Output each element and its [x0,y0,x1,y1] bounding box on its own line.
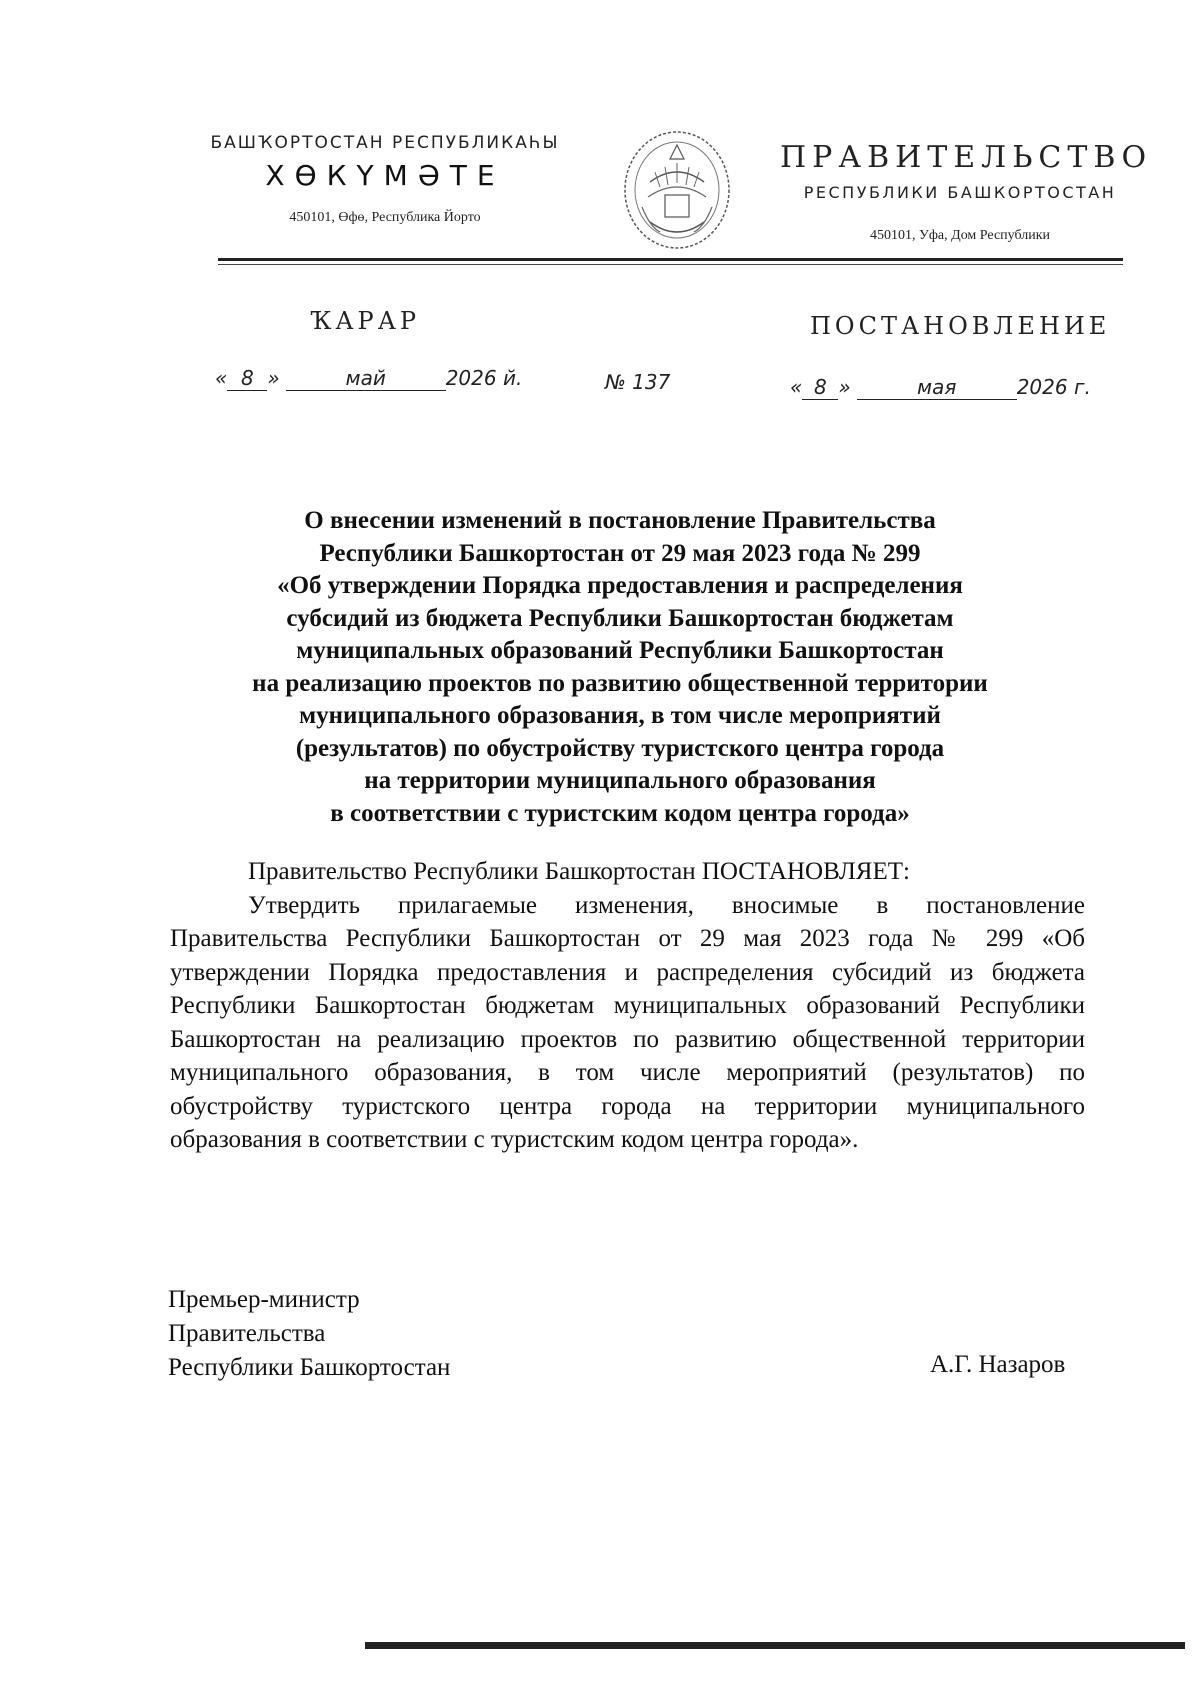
date-right-month: мая [857,375,1017,400]
body-paragraph: Утвердить прилагаемые изменения, вносимые в постановление Правительства Республики Башкортостан от 29 мая 2023 года № 299 «Об утверждении Порядка предоставления и распределения субсидий из бюджета Республики Башкортостан бюджетам муниципальных образований Республики Башкортостан на реализацию проектов по развитию общественной территории муниципального образования, в том числе мероприятий (результатов) по обустройству туристского центра города на территории муниципального образования в соответствии с туристским кодом центра города». [170,891,1085,1153]
header-left-republic: БАШҠОРТОСТАН РЕСПУБЛИКАҺЫ [210,133,560,153]
title-line: субсидий из бюджета Республики Башкортостан бюджетам [286,604,954,632]
header-divider [218,258,1123,261]
title-line: в соответствии с туристским кодом центра города» [330,799,910,827]
date-left-day: 8 [227,366,267,391]
coat-of-arms-icon [620,127,735,252]
signature-position-line: Республики Башкортостан [168,1354,451,1381]
date-right: « 8 » мая 2026 г. [790,375,1091,399]
title-line: на территории муниципального образования [364,767,876,794]
date-left-month: май [286,366,446,391]
title-line: (результатов) по обустройству туристского центра города [295,734,945,762]
title-line: муниципальных образований Республики Башкортостан [296,637,944,664]
signature-name: А.Г. Назаров [930,1351,1066,1378]
bottom-rule [365,1642,1185,1649]
date-right-year: 2026 г. [1016,375,1091,399]
title-line: муниципального образования, в том числе мероприятий [299,702,941,729]
date-left-year: 2026 й. [445,366,523,390]
body-intro: Правительство Республики Башкортостан ПОСТАНОВЛЯЕТ: [248,858,910,885]
date-left: « 8 » май 2026 й. [215,366,523,390]
header-right-republic: РЕСПУБЛИКИ БАШКОРТОСТАН [803,183,1117,202]
signature-position-line: Правительства [168,1320,326,1347]
title-line: О внесении изменений в постановление Правительства [304,507,936,534]
document-number: № 137 [605,370,671,394]
title-line: «Об утверждении Порядка предоставления и распределения [277,572,963,599]
document-body [170,855,1085,1157]
title-line: на реализацию проектов по развитию общественной территории [252,669,988,697]
header-right-government: ПРАВИТЕЛЬСТВО [780,140,1153,175]
signature-position-line: Премьер-министр [168,1286,360,1313]
date-right-day: 8 [802,375,838,400]
document-title [180,505,1060,830]
title-line: Республики Башкортостан от 29 мая 2023 года № 299 [319,539,921,567]
doc-type-left: ҠАРАР [310,307,421,335]
header-right [780,140,1153,244]
header-right-address: 450101, Уфа, Дом Республики [869,228,1051,243]
signature-position [168,1283,450,1385]
header-left-government: ХӨКҮМӘТЕ [265,159,505,192]
header-left [200,133,570,226]
doc-type-right: ПОСТАНОВЛЕНИЕ [810,312,1111,340]
header-left-address: 450101, Өфө, Республика Йорто [289,210,481,225]
header-divider-thin [218,264,1123,265]
